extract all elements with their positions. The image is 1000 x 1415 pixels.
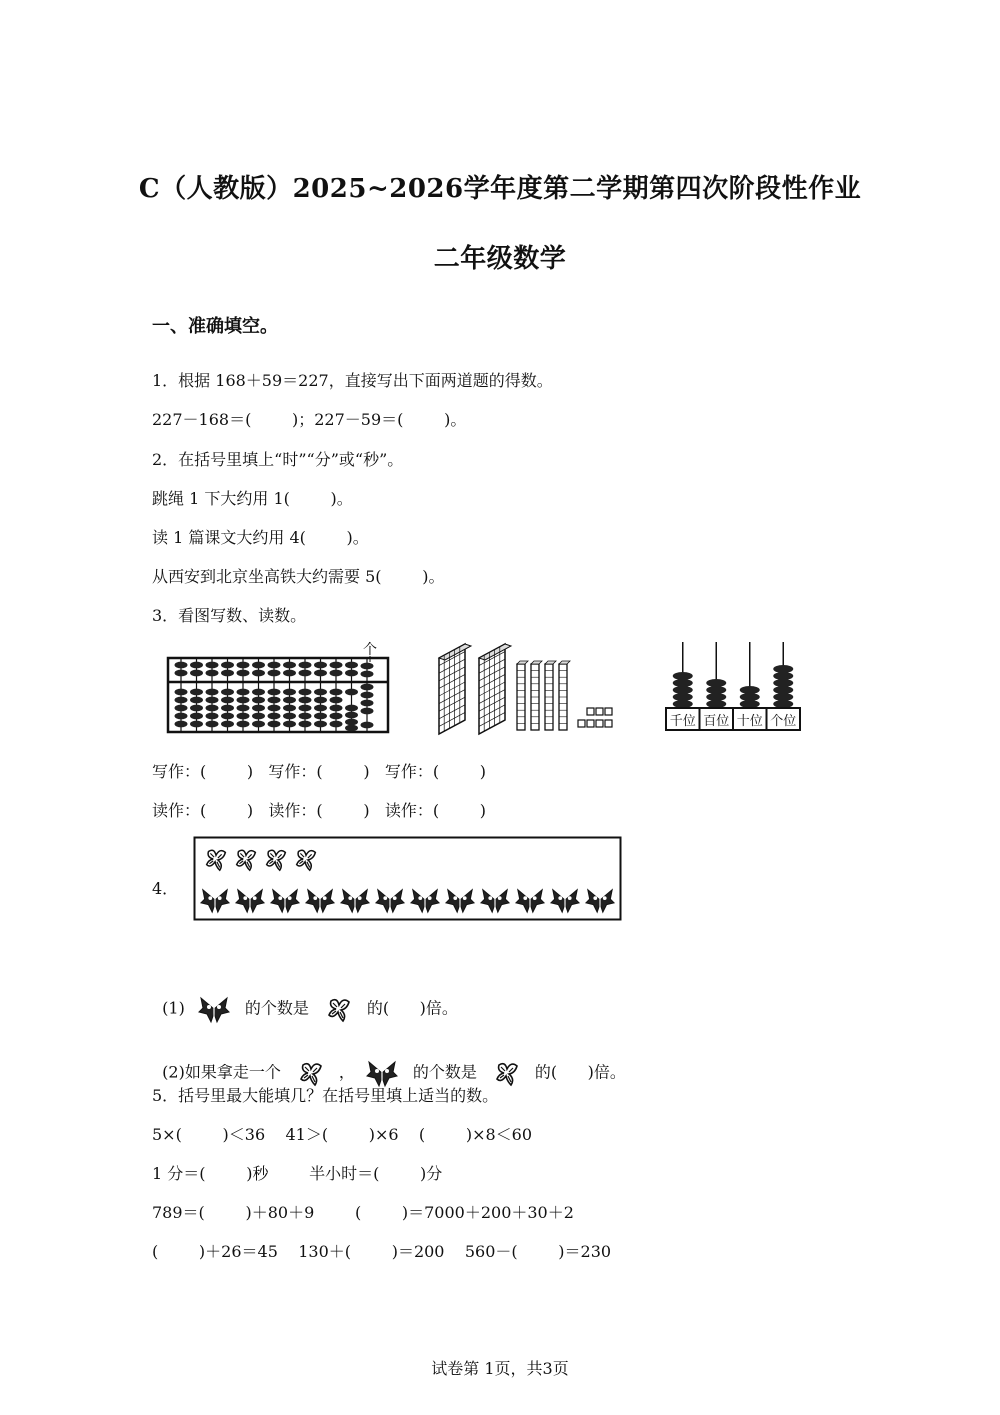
abacus-bead <box>237 705 250 712</box>
hundred-flat-2 <box>479 644 511 734</box>
place-value-bead <box>673 700 693 708</box>
abacus-bead <box>190 713 203 720</box>
abacus-bead <box>268 705 281 712</box>
place-label-ones: 个位 <box>770 714 797 729</box>
abacus-bead <box>314 697 327 704</box>
abacus-bead <box>330 721 343 728</box>
unit-cube <box>587 720 594 727</box>
q3-write-line: 写作：( ) 写作：( ) 写作：( ) <box>152 762 487 781</box>
place-value-abacus-figure <box>664 640 804 736</box>
abacus-bead <box>221 713 234 720</box>
abacus-bead <box>221 697 234 704</box>
abacus-bead <box>190 721 203 728</box>
place-value-bead <box>773 686 793 694</box>
abacus-bead <box>237 697 250 704</box>
abacus-bead <box>175 689 188 696</box>
place-value-bead <box>773 693 793 701</box>
butterfly-large-icon <box>197 992 231 1026</box>
place-value-bead <box>740 700 760 708</box>
place-value-bead <box>773 679 793 687</box>
abacus-bead <box>237 721 250 728</box>
abacus-bead <box>252 662 265 669</box>
abacus-bead <box>206 670 219 677</box>
abacus-bead <box>299 662 312 669</box>
abacus-bead <box>190 689 203 696</box>
place-value-bead <box>773 700 793 708</box>
butterfly-small-icon <box>323 993 355 1025</box>
q4-label: 4． <box>152 879 179 898</box>
abacus-bead <box>252 705 265 712</box>
unit-cube <box>578 720 585 727</box>
abacus-bead <box>314 705 327 712</box>
q1-blanks: 227－168＝( )；227－59＝( )。 <box>152 410 467 429</box>
abacus-bead <box>237 662 250 669</box>
abacus-bead <box>330 662 343 669</box>
q5-line-1: 5×( )＜36 41＞( )×6 ( )×8＜60 <box>152 1125 533 1144</box>
abacus-bead <box>283 670 296 677</box>
q5-line-4: ( )＋26＝45 130＋( )＝200 560－( )＝230 <box>152 1242 612 1261</box>
abacus-bead <box>175 721 188 728</box>
abacus-bead <box>175 713 188 720</box>
abacus-bead <box>283 697 296 704</box>
place-value-bead <box>740 686 760 694</box>
abacus-bead <box>268 689 281 696</box>
abacus-bead <box>190 705 203 712</box>
abacus-bead <box>221 662 234 669</box>
abacus-bead <box>252 721 265 728</box>
abacus-bead <box>299 705 312 712</box>
abacus-bead <box>314 670 327 677</box>
q1-stem: 1．根据 168＋59＝227，直接写出下面两道题的得数。 <box>152 371 553 390</box>
abacus-bead <box>221 689 234 696</box>
abacus-bead <box>190 662 203 669</box>
section-heading: 一、准确填空。 <box>152 316 278 337</box>
abacus-bead <box>252 689 265 696</box>
abacus-bead <box>345 670 358 677</box>
place-value-bead <box>706 679 726 687</box>
abacus-bead <box>299 697 312 704</box>
abacus-bead <box>345 712 358 719</box>
abacus-bead <box>268 662 281 669</box>
q4-part1: (1) 的个数是 的( )倍。 <box>152 968 458 1026</box>
q3-read-line: 读作：( ) 读作：( ) 读作：( ) <box>152 801 487 820</box>
abacus-bead <box>190 697 203 704</box>
abacus-bead <box>361 663 374 670</box>
page-title: C（人教版）2025~2026学年度第二学期第四次阶段性作业 <box>138 174 862 204</box>
page-subtitle: 二年级数学 <box>433 244 567 274</box>
q5-stem: 5．括号里最大能填几？在括号里填上适当的数。 <box>152 1086 499 1105</box>
abacus-bead <box>206 689 219 696</box>
place-value-bead <box>673 686 693 694</box>
place-label-tens: 十位 <box>736 714 763 729</box>
abacus-bead <box>252 697 265 704</box>
abacus-bead <box>345 705 358 712</box>
abacus-bead <box>299 713 312 720</box>
abacus-bead <box>221 670 234 677</box>
abacus-bead <box>268 721 281 728</box>
abacus-bead <box>237 689 250 696</box>
place-label-thousands: 千位 <box>669 714 696 729</box>
place-value-bead <box>673 679 693 687</box>
abacus-bead <box>206 662 219 669</box>
abacus-bead <box>283 705 296 712</box>
abacus-bead <box>299 721 312 728</box>
abacus-bead <box>175 662 188 669</box>
abacus-bead <box>314 662 327 669</box>
place-value-bead <box>673 693 693 701</box>
abacus-bead <box>175 705 188 712</box>
q5-line-3: 789＝( )＋80＋9 ( )＝7000＋200＋30＋2 <box>152 1203 574 1222</box>
abacus-bead <box>345 662 358 669</box>
page-footer: 试卷第 1页，共3页 <box>431 1359 569 1378</box>
place-value-bead <box>706 686 726 694</box>
ones-marker-label: 个 <box>363 642 377 658</box>
place-value-bead <box>673 672 693 680</box>
abacus-bead <box>190 670 203 677</box>
abacus-bead <box>361 671 374 678</box>
q5-line-2: 1 分＝( )秒 半小时＝( )分 <box>152 1164 443 1183</box>
abacus-bead <box>314 713 327 720</box>
q2-item-c: 从西安到北京坐高铁大约需要 5( )。 <box>152 567 445 586</box>
abacus-bead <box>314 721 327 728</box>
abacus-bead <box>361 722 374 729</box>
unit-cube <box>596 720 603 727</box>
abacus-bead <box>330 670 343 677</box>
abacus-bead <box>252 670 265 677</box>
abacus-bead <box>283 689 296 696</box>
abacus-bead <box>206 713 219 720</box>
place-value-bead <box>706 693 726 701</box>
abacus-bead <box>237 670 250 677</box>
abacus-bead <box>221 721 234 728</box>
abacus-bead <box>206 705 219 712</box>
abacus-bead <box>361 700 374 707</box>
abacus-bead <box>283 713 296 720</box>
place-value-bead <box>706 700 726 708</box>
abacus-bead <box>283 662 296 669</box>
abacus-bead <box>283 721 296 728</box>
place-label-hundreds: 百位 <box>703 714 730 729</box>
abacus-bead <box>206 697 219 704</box>
butterfly-flower-box <box>193 836 623 922</box>
unit-cube <box>605 708 612 715</box>
abacus-bead <box>330 713 343 720</box>
q2-stem: 2．在括号里填上“时”“分”或“秒”。 <box>152 450 404 469</box>
abacus-figure <box>165 640 395 736</box>
abacus-bead <box>175 670 188 677</box>
abacus-bead <box>330 705 343 712</box>
abacus-bead <box>175 697 188 704</box>
abacus-bead <box>268 697 281 704</box>
abacus-bead <box>361 684 374 691</box>
abacus-bead <box>268 713 281 720</box>
abacus-bead <box>345 719 358 726</box>
abacus-bead <box>314 689 327 696</box>
abacus-bead <box>361 692 374 699</box>
place-value-bead <box>740 693 760 701</box>
abacus-bead <box>221 705 234 712</box>
abacus-bead <box>299 670 312 677</box>
abacus-bead <box>361 708 374 715</box>
abacus-bead <box>345 689 358 696</box>
abacus-bead <box>237 713 250 720</box>
q4-part2: (2)如果拿走一个 ， 的个数是 的( )倍。 <box>152 1032 626 1090</box>
q3-stem: 3．看图写数、读数。 <box>152 606 307 625</box>
abacus-bead <box>252 713 265 720</box>
base-ten-blocks-figure <box>435 640 620 736</box>
unit-cube <box>587 708 594 715</box>
abacus-bead <box>330 689 343 696</box>
abacus-bead <box>330 697 343 704</box>
abacus-bead <box>268 670 281 677</box>
q2-item-b: 读 1 篇课文大约用 4( )。 <box>152 528 369 547</box>
abacus-bead <box>299 689 312 696</box>
hundred-flat-1 <box>439 644 471 734</box>
q2-item-a: 跳绳 1 下大约用 1( )。 <box>152 489 353 508</box>
place-value-bead <box>773 665 793 673</box>
place-value-bead <box>773 672 793 680</box>
unit-cube <box>596 708 603 715</box>
abacus-bead <box>345 725 358 732</box>
abacus-bead <box>206 721 219 728</box>
unit-cube <box>605 720 612 727</box>
